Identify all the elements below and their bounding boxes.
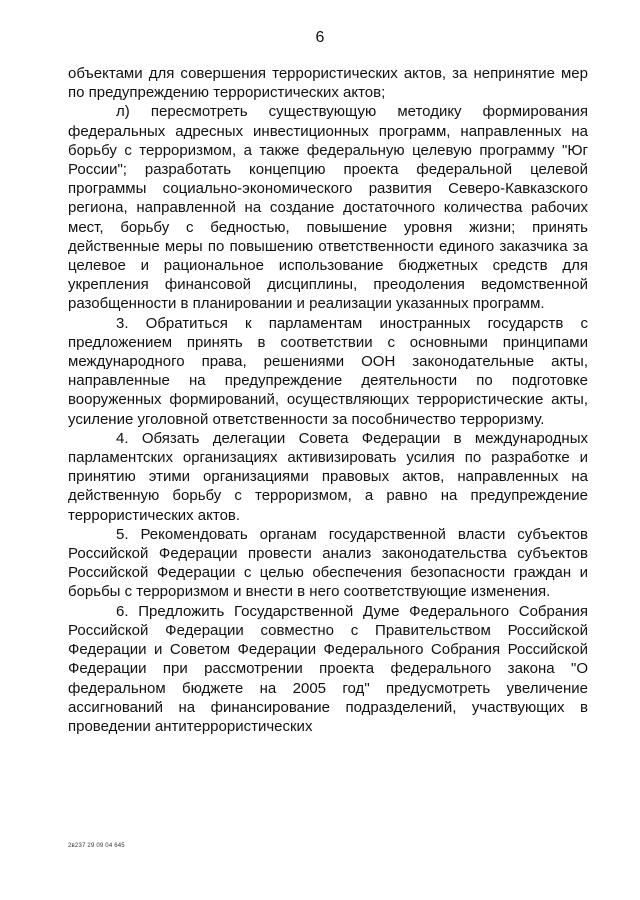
paragraph-item-6: 6. Предложить Государственной Думе Федерального Собрания Российской Федерации совместно с Правительством Российской Федерации и Советом Федерации Федерального Собрания Российской Федерации при рассмотрении проекта федерального закона "О федеральном бюджете на 2005 год" предусмотреть увеличение ассигнований на финансирование подразделений, участвующих в проведении антитеррористических (68, 602, 588, 735)
document-body (68, 64, 588, 736)
paragraph-item-l: л) пересмотреть существующую методику формирования федеральных адресных инвестиционных программ, направленных на борьбу с терроризмом, а также федеральную целевую программу "Юг России"; разработать концепцию проекта федеральной целевой программы социально-экономического развития Северо-Кавказского региона, направленной на создание достаточного количества рабочих мест, борьбу с бедностью, повышение уровня жизни; принять действенные меры по повышению ответственности единого заказчика за целевое и рациональное использование бюджетных средств для укрепления финансовой дисциплины, преодоления ведомственной разобщенности в планировании и реализации указанных программ. (68, 103, 588, 313)
paragraph-item-3: 3. Обратиться к парламентам иностранных государств с предложением принять в соответствии с основными принципами международного права, решениями ООН законодательные акты, направленные на предупреждение деятельности по подготовке вооруженных формирований, осуществляющих террористические акты, усиление уголовной ответственности за пособничество терроризму. (68, 314, 588, 428)
page-number: 6 (315, 29, 325, 46)
paragraph-continuation: объектами для совершения террористических актов, за непринятие мер по предупреждению террористических актов; (68, 65, 588, 102)
footer-document-code: 2в237 29 09 04 645 (68, 843, 125, 849)
paragraph-item-5: 5. Рекомендовать органам государственной власти субъектов Российской Федерации провести анализ законодательства субъектов Российской Федерации с целью обеспечения безопасности граждан и борьбы с терроризмом и внести в него соответствующие изменения. (68, 525, 588, 601)
paragraph-item-4: 4. Обязать делегации Совета Федерации в международных парламентских организациях активизировать усилия по разработке и принятию этими организациями правовых актов, направленных на действенную борьбу с терроризмом, а равно на предупреждение террористических актов. (68, 429, 588, 524)
